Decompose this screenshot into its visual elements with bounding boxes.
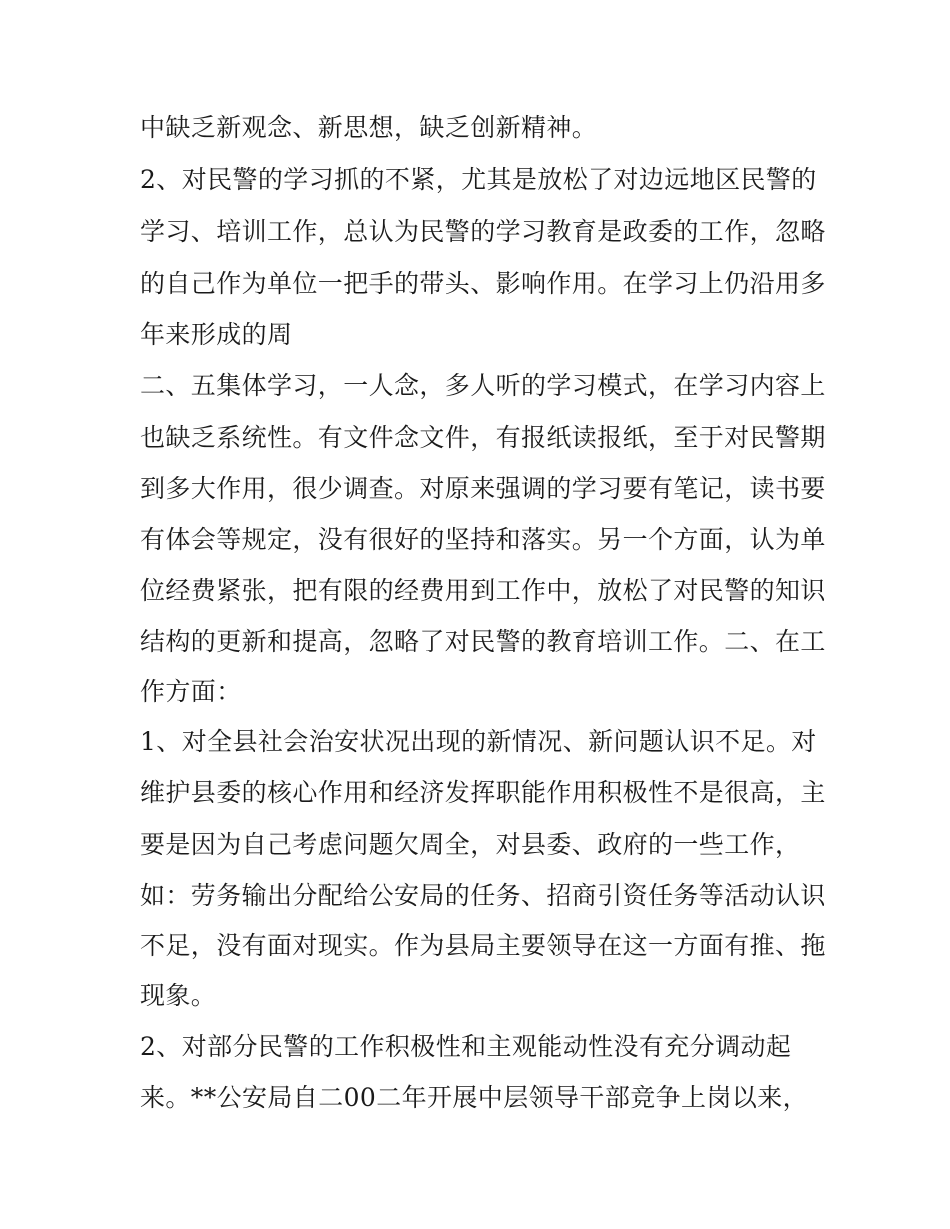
text-line: 2、对民警的学习抓的不紧，尤其是放松了对边远地区民警的 bbox=[140, 165, 817, 194]
text-line: 2、对部分民警的工作积极性和主观能动性没有充分调动起 bbox=[140, 1032, 792, 1061]
text-line: 位经费紧张，把有限的经费用到工作中，放松了对民警的知识 bbox=[140, 576, 826, 605]
text-line: 维护县委的核心作用和经济发挥职能作用积极性不是很高，主 bbox=[140, 778, 826, 807]
text-line: 1、对全县社会治安状况出现的新情况、新问题认识不足。对 bbox=[140, 727, 817, 756]
text-line: 不足，没有面对现实。作为县局主要领导在这一方面有推、拖 bbox=[140, 931, 826, 960]
text-line: 中缺乏新观念、新思想，缺乏创新精神。 bbox=[140, 113, 598, 142]
text-line: 如：劳务输出分配给公安局的任务、招商引资任务等活动认识 bbox=[140, 881, 826, 910]
text-line: 现象。 bbox=[140, 981, 217, 1010]
text-line: 学习、培训工作，总认为民警的学习教育是政委的工作，忽略 bbox=[140, 217, 826, 246]
text-line: 的自己作为单位一把手的带头、影响作用。在学习上仍沿用多 bbox=[140, 269, 826, 298]
text-line: 有体会等规定，没有很好的坚持和落实。另一个方面，认为单 bbox=[140, 525, 826, 554]
text-line: 作方面： bbox=[140, 677, 242, 706]
text-line: 也缺乏系统性。有文件念文件，有报纸读报纸，至于对民警期 bbox=[140, 423, 826, 452]
text-line: 年来形成的周 bbox=[140, 320, 293, 349]
text-line: 来。**公安局自二00二年开展中层领导干部竞争上岗以来， bbox=[140, 1083, 809, 1112]
text-line: 二、五集体学习，一人念，多人听的学习模式，在学习内容上 bbox=[140, 371, 826, 400]
text-line: 要是因为自己考虑问题欠周全，对县委、政府的一些工作， bbox=[140, 830, 801, 859]
text-line: 结构的更新和提高，忽略了对民警的教育培训工作。二、在工 bbox=[140, 627, 826, 656]
text-line: 到多大作用，很少调查。对原来强调的学习要有笔记，读书要 bbox=[140, 474, 826, 503]
